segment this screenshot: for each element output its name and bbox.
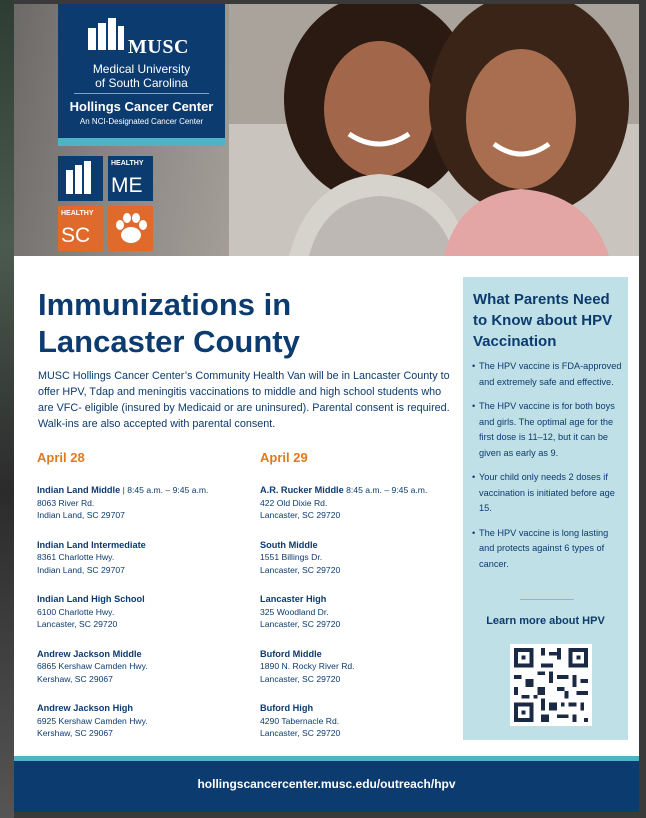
schedule-date: April 29 xyxy=(260,450,308,465)
location-item xyxy=(37,539,247,577)
location-name: Lancaster High xyxy=(260,594,327,604)
healthy-label-me: HEALTHY xyxy=(111,160,144,167)
location-name: Buford Middle xyxy=(260,648,322,659)
schedule-column-april-28 xyxy=(37,450,247,757)
paw-icon xyxy=(108,206,153,251)
logo-designation: An NCI-Designated Cancer Center xyxy=(79,117,204,126)
location-time: 8:45 a.m. – 9:45 a.m. xyxy=(343,485,428,495)
footer-url-link[interactable]: hollingscancercenter.musc.edu/outreach/hpv xyxy=(197,777,456,791)
hpv-info-sidebar xyxy=(463,277,628,740)
sidebar-list-item: • The HPV vaccine is for both boys and girls. The optimal age for the first dose is 11–12, but it can be given as early as 9. xyxy=(472,399,622,461)
me-label: ME xyxy=(111,174,143,197)
location-item xyxy=(260,702,470,740)
sidebar-title: What Parents Need to Know about HPV Vaccination xyxy=(473,291,613,350)
location-city: Lancaster, SC 29720 xyxy=(260,673,341,684)
location-item xyxy=(260,484,470,522)
location-item xyxy=(260,648,470,686)
qr-code[interactable] xyxy=(510,644,592,726)
logo-name: MUSC xyxy=(128,36,189,58)
sc-label: SC xyxy=(61,224,91,247)
schedule-date: April 28 xyxy=(37,450,85,465)
musc-building-icon xyxy=(88,18,124,50)
location-name: Andrew Jackson Middle xyxy=(37,648,142,659)
location-city: Indian Land, SC 29707 xyxy=(37,564,125,575)
location-address: 422 Old Dixie Rd. xyxy=(260,497,328,508)
location-name: Indian Land Middle xyxy=(37,485,121,495)
healthy-sc-tile xyxy=(58,206,103,251)
paw-tile xyxy=(108,206,153,251)
location-item xyxy=(37,702,247,740)
location-item xyxy=(37,648,247,686)
title-line1: Immunizations in xyxy=(38,287,292,322)
logo-university-line2: of South Carolina xyxy=(95,76,188,90)
location-city: Indian Land, SC 29707 xyxy=(37,510,125,520)
footer xyxy=(14,761,639,812)
location-name: Indian Land High School xyxy=(37,594,145,604)
sidebar-list xyxy=(472,359,622,581)
flyer-page xyxy=(14,4,639,812)
logo-center-name: Hollings Cancer Center xyxy=(69,99,214,114)
location-city: Lancaster, SC 29720 xyxy=(260,510,341,520)
location-item xyxy=(260,539,470,577)
location-city: Lancaster, SC 29720 xyxy=(260,564,341,575)
musc-logo xyxy=(58,4,225,146)
location-name: Andrew Jackson High xyxy=(37,703,133,713)
location-address: 6100 Charlotte Hwy. xyxy=(37,606,115,617)
location-city: Lancaster, SC 29720 xyxy=(260,619,341,629)
learn-more-label: Learn more about HPV xyxy=(486,615,605,627)
location-address: 4290 Tabernacle Rd. xyxy=(260,715,340,726)
schedule-column-april-29 xyxy=(260,450,470,757)
location-city: Lancaster, SC 29720 xyxy=(37,619,118,629)
location-city: Kershaw, SC 29067 xyxy=(37,728,113,738)
location-item xyxy=(37,484,247,522)
sidebar-list-item: • The HPV vaccine is FDA-approved and extremely safe and effective. xyxy=(472,359,622,390)
location-name: Buford High xyxy=(260,703,314,713)
location-address: 6865 Kershaw Camden Hwy. xyxy=(37,661,148,671)
healthy-me-tile xyxy=(108,156,153,201)
location-address: 325 Woodland Dr. xyxy=(260,606,329,617)
location-address: 6925 Kershaw Camden Hwy. xyxy=(37,715,148,726)
location-city: Lancaster, SC 29720 xyxy=(260,728,341,738)
logo-accent-bar xyxy=(58,138,225,146)
logo-divider xyxy=(74,93,209,94)
location-address: 1890 N. Rocky River Rd. xyxy=(260,661,355,671)
location-item xyxy=(37,593,247,631)
location-name: South Middle xyxy=(260,539,318,550)
sidebar-list-item: • The HPV vaccine is long lasting and protects against 6 types of cancer. xyxy=(472,526,622,573)
location-city: Kershaw, SC 29067 xyxy=(37,673,113,684)
location-name: Indian Land Intermediate xyxy=(37,539,146,550)
location-name: A.R. Rucker Middle xyxy=(260,485,344,495)
qr-code-icon xyxy=(510,644,592,726)
healthy-label-sc: HEALTHY xyxy=(61,210,94,217)
title-line2: Lancaster County xyxy=(38,324,300,359)
logo-university-line1: Medical University xyxy=(92,62,191,76)
building-icon xyxy=(58,156,103,201)
intro-paragraph: MUSC Hollings Cancer Center’s Community Health Van will be in Lancaster County to offer HPV, Tdap and meningitis vaccinations to middle and high school students who are VFC- eligible (insured by Medicaid or are uninsured). Parental consent is required. Walk-ins are also accepted with parental consent. xyxy=(38,370,450,430)
location-item xyxy=(260,593,470,631)
location-time: | 8:45 a.m. – 9:45 a.m. xyxy=(120,485,209,495)
location-address: 8361 Charlotte Hwy. xyxy=(37,552,115,562)
location-address: 1551 Billings Dr. xyxy=(260,552,323,562)
sidebar-list-item: • Your child only needs 2 doses if vaccination is initiated before age 15. xyxy=(472,470,622,517)
background-strip xyxy=(0,0,14,818)
healthy-me-building-tile xyxy=(58,156,103,201)
sidebar-divider xyxy=(520,599,574,600)
page-title xyxy=(38,286,458,360)
hero-photo xyxy=(14,4,639,256)
mother-daughter-photo xyxy=(229,4,639,256)
location-address: 8063 River Rd. xyxy=(37,497,95,508)
